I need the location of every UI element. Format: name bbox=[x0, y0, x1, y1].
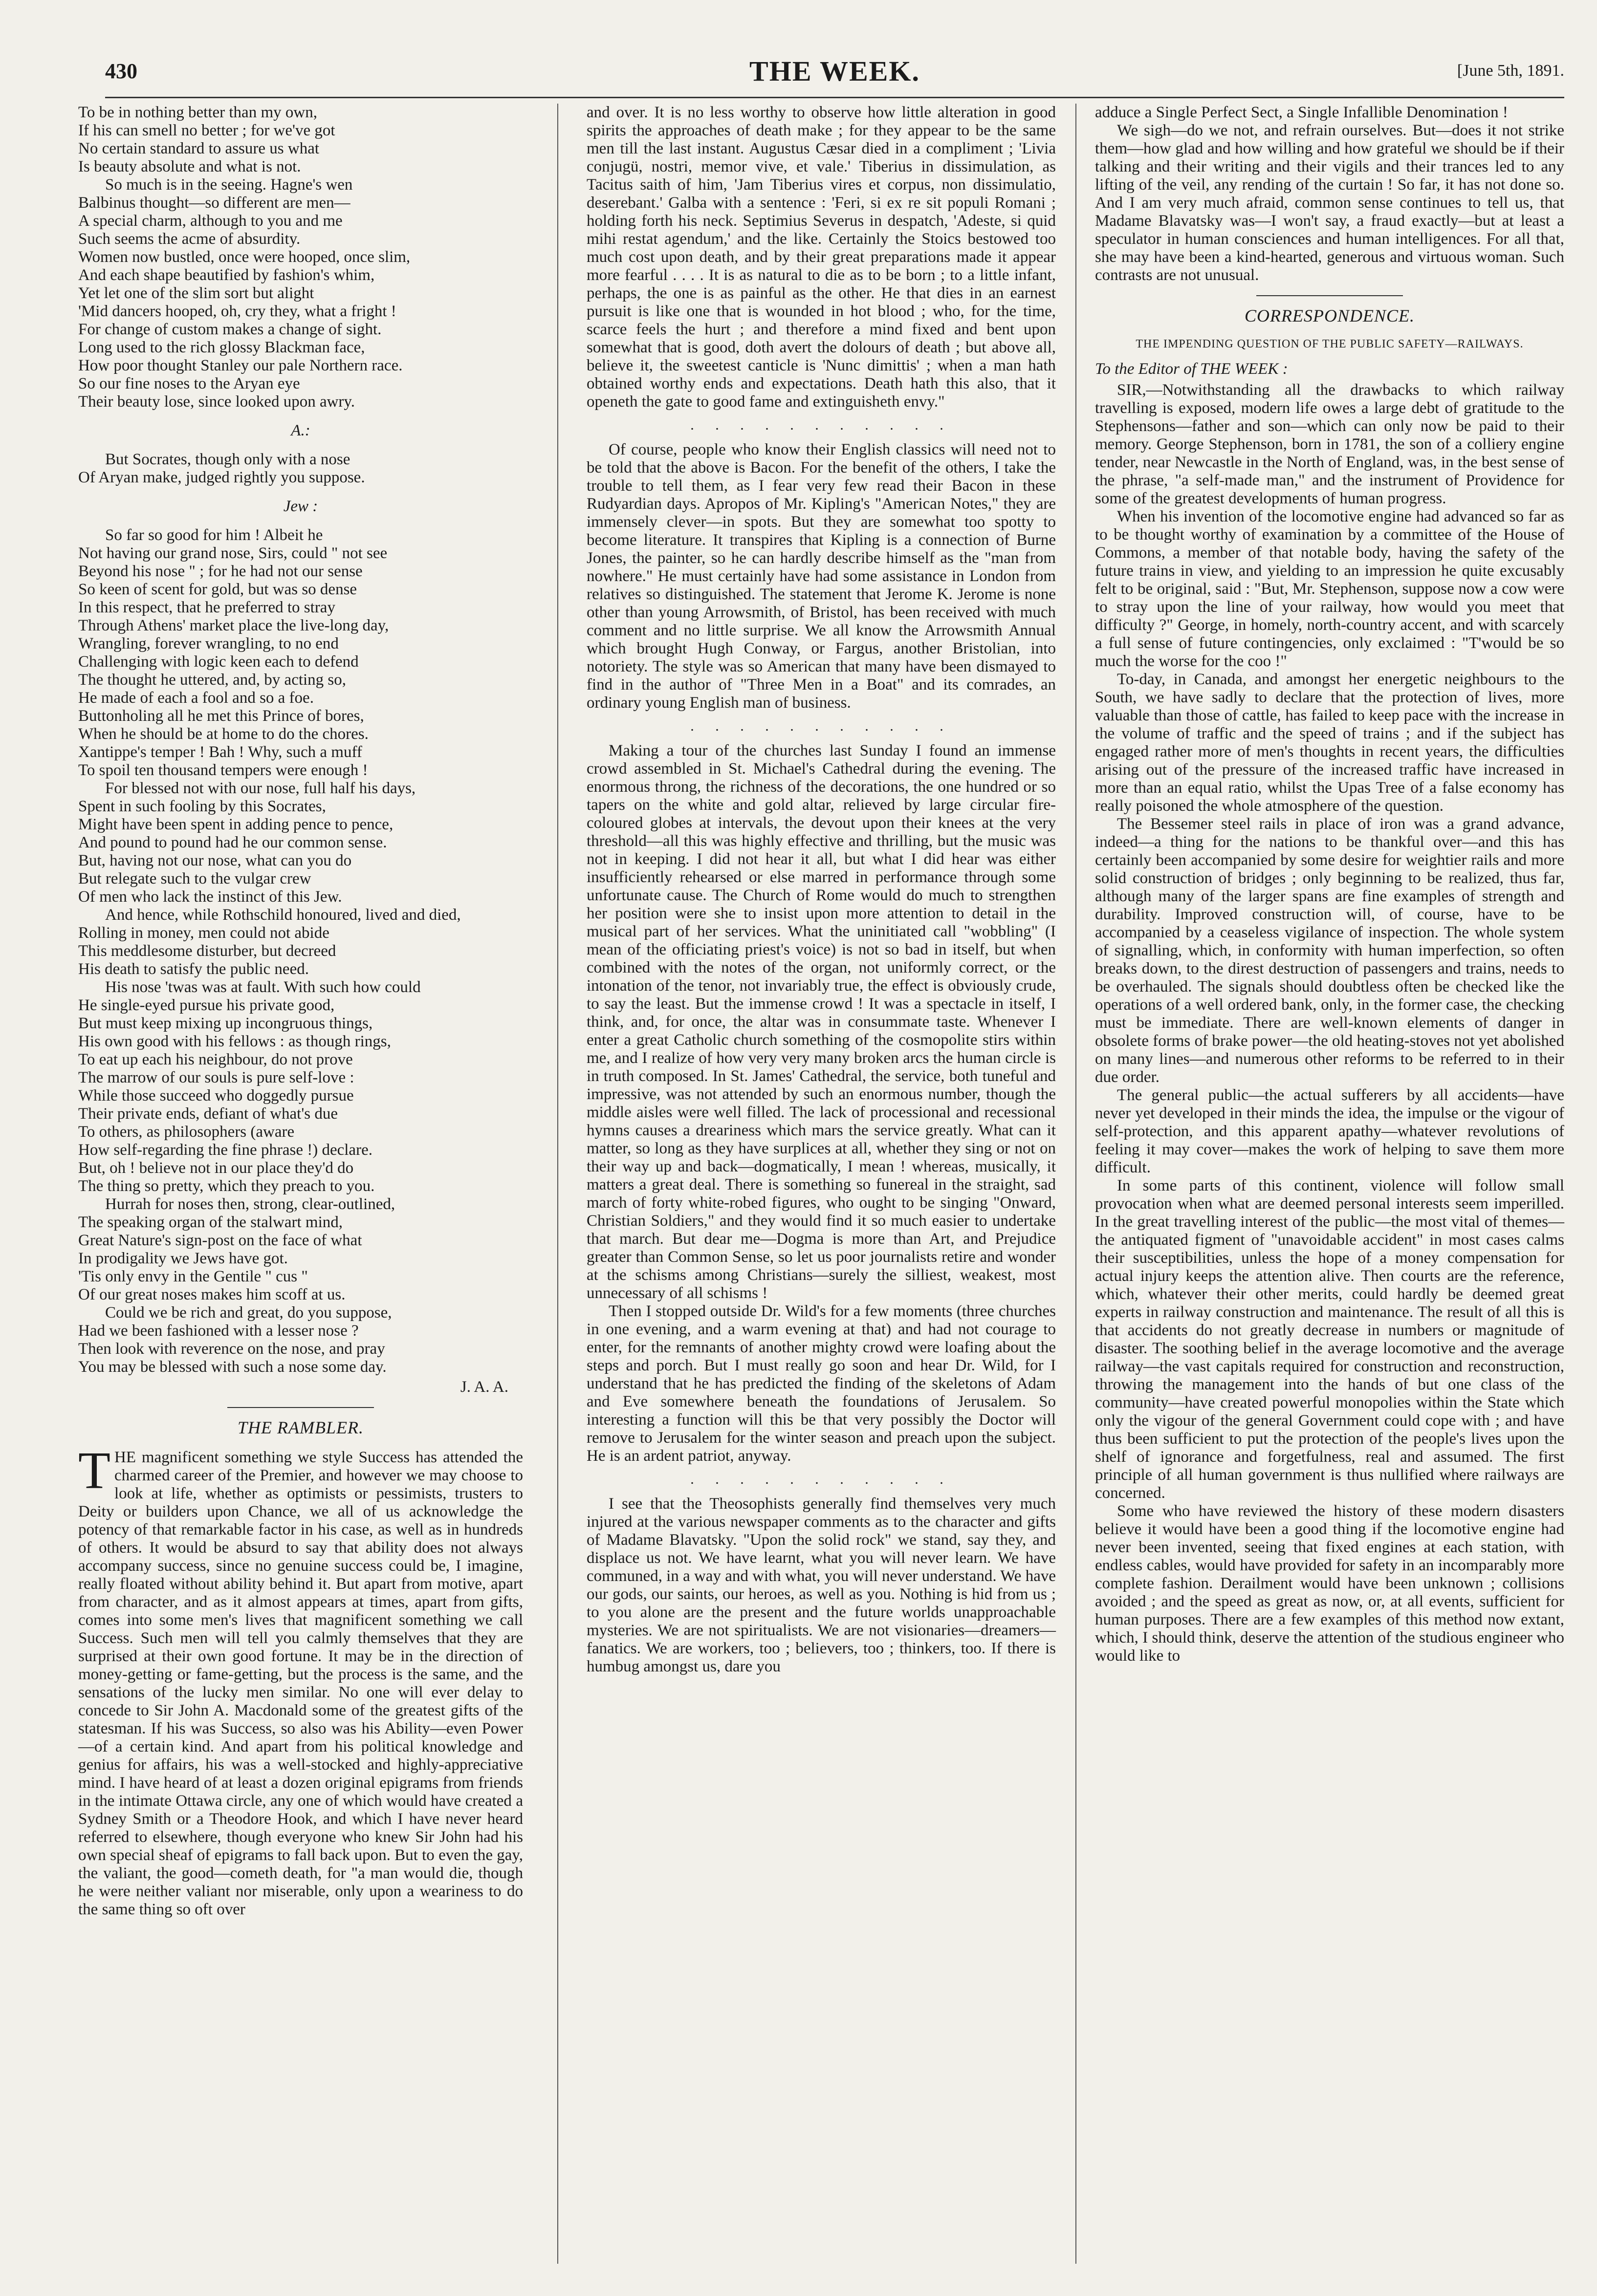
dot-separator: . . . . . . . . . . . bbox=[690, 417, 952, 433]
poem-line: Could we be rich and great, do you suppose, bbox=[105, 1304, 392, 1321]
poem-line: 'Mid dancers hooped, oh, cry they, what a fright ! bbox=[78, 303, 396, 320]
poem-line: Challenging with logic keen each to defend bbox=[78, 653, 359, 671]
poem-line: Beyond his nose " ; for he had not our sense bbox=[78, 563, 363, 580]
article-paragraph: Making a tour of the churches last Sunday I found an immense crowd assembled in St. Michael's Cathedral during the evening. The enormous throng, the richness of the decorations, the one hundred or so tapers on the white and gold altar, relieved by large circular fire-coloured globes at intervals, the devout upon their knees at the very threshold—all this was highly effective and thrilling, but the music was not in keeping. I did not hear it all, but what I did hear was either insufficiently rehearsed or else marred in performance through some unfortunate cause. The Church of Rome would do much to strengthen her position were she to insist upon more attention to detail in the musical part of her services. What the uninitiated call "wobbling" (I mean of the officiating priest's voice) is not so bad in itself, but when combined with the notes of the organ, not uniformly correct, or the intonation of the tenor, not invariably true, the effect is obviously crude, to say the least. But the immense crowd ! It was a spectacle in itself, I think, and, for once, the altar was in consummate taste. Whenever I enter a great Catholic church something of the cosmopolite stirs within me, and I realize of how very very many broken arcs the human circle is in truth composed. In St. James' Cathedral, the service, both tuneful and impressive, was not attended by such an enormous number, though the middle aisles were well filled. The lack of processional and recessional hymns causes a dreariness which mars the service greatly. What can it matter, so long as they have surplices at all, whether they sing or not on their way up and back—dogmatically, I mean ! whereas, musically, it matters a great deal. There is something so funereal in the straight, sad march of forty white-robed figures, who ought to be singing "Onward, Christian Soldiers," and they would find it so much easier to undertake that march. But dear me—Dogma is more than Art, and Prejudice greater than Common Sense, so let us poor journalists retire and wonder at the schisms among Christians—surely the silliest, weakest, most unnecessary of all schisms ! bbox=[587, 742, 1056, 1302]
poem-line: Rolling in money, men could not abide bbox=[78, 924, 329, 942]
poem-stanza bbox=[78, 526, 523, 1376]
poem-line: 'Tis only envy in the Gentile " cus " bbox=[78, 1268, 308, 1285]
poem-line: His own good with his fellows : as though rings, bbox=[78, 1033, 391, 1050]
poem-stanza bbox=[78, 451, 523, 487]
poem-line: Through Athens' market place the live-long day, bbox=[78, 617, 389, 634]
poem-line: But relegate such to the vulgar crew bbox=[78, 870, 311, 888]
drop-cap: T bbox=[78, 1442, 110, 1500]
dot-separator: . . . . . . . . . . . bbox=[690, 1471, 952, 1487]
dot-separator: . . . . . . . . . . . bbox=[690, 718, 952, 734]
poem-line: Xantippe's temper ! Bah ! Why, such a muff bbox=[78, 743, 362, 761]
poem-line: Great Nature's sign-post on the face of what bbox=[78, 1232, 362, 1249]
poem-line: Their beauty lose, since looked upon awry. bbox=[78, 393, 355, 411]
poem-line: And hence, while Rothschild honoured, lived and died, bbox=[105, 906, 461, 924]
poem-line: You may be blessed with such a nose some day. bbox=[78, 1358, 387, 1376]
poem-line: But, oh ! believe not in our place they'd do bbox=[78, 1159, 354, 1177]
letter-paragraph: Some who have reviewed the history of these modern disasters believe it would have been a good thing if the locomotive engine had never been invented, seeing that fixed engines at each station, with endless cables, would have provided for safety in an incomparably more complete fashion. Derailment would have been unknown ; collisions avoided ; and the speed as great as now, or, at all events, sufficient for human purposes. There are a few examples of this method now extant, which, I should think, deserve the attention of the studious engineer who would like to bbox=[1095, 1502, 1564, 1665]
section-heading-correspondence: CORRESPONDENCE. bbox=[1245, 306, 1415, 325]
poem-line: The marrow of our souls is pure self-love : bbox=[78, 1069, 354, 1086]
poem-line: Spent in such fooling by this Socrates, bbox=[78, 798, 326, 815]
poem-line: The speaking organ of the stalwart mind, bbox=[78, 1213, 343, 1231]
article-paragraph: and over. It is no less worthy to observe how little alteration in good spirits the approaches of death make ; for they appear to be the same men till the last instant. Augustus Cæsar died in a compliment ; 'Livia conjugü, nostri, memor vive, et vale.' Tiberius in dissimulation, as Tacitus saith of him, 'Jam Tiberius vires et corpus, non dissimulatio, deserebant.' Galba with a sentence : 'Feri, si ex re sit populi Romani ; holding forth his neck. Septimius Severus in despatch, 'Adeste, si quid mihi restat agendum,' and the like. Certainly the Stoics bestowed too much cost upon death, and by their great preparations made it appear more fearful . . . . It is as natural to die as to be born ; to a little infant, perhaps, the one is as painful as the other. He that dies in an earnest pursuit is like one that is wounded in hot blood ; who, for the time, scarce feels the hurt ; and therefore a mind fixed and bent upon somewhat that is good, doth avert the dolours of death ; but above all, believe it, the sweetest canticle is 'Nunc dimittis' ; when a man hath obtained worthy ends and expectations. Death hath this also, that it openeth the gate to good fame and extinguisheth envy." bbox=[587, 104, 1056, 411]
poem-line: But must keep mixing up incongruous things, bbox=[78, 1015, 373, 1032]
poem-line: So far so good for him ! Albeit he bbox=[105, 526, 323, 544]
poem-line: When he should be at home to do the chores. bbox=[78, 725, 369, 743]
poem-line: Their private ends, defiant of what's due bbox=[78, 1105, 338, 1123]
poem-line: Buttonholing all he met this Prince of bores, bbox=[78, 707, 364, 725]
poem-line: Hurrah for noses then, strong, clear-outlined, bbox=[105, 1195, 395, 1213]
article-paragraph: We sigh—do we not, and refrain ourselves. But—does it not strike them—how glad and how willing and how grateful we should be if their talking and their writing and their vigils and their trances led to any lifting of the veil, any rending of the curtain ! So far, it has not done so. And I am very much afraid, common sense continues to tell us, that Madame Blavatsky was—I won't say, a fraud exactly—but at least a speculator in human consciences and human intelligences. For all that, she may have been a kind-hearted, generous and virtuous woman. Such contrasts are not unusual. bbox=[1095, 122, 1564, 284]
publication-title: THE WEEK. bbox=[749, 55, 920, 87]
signature: J. A. A. bbox=[460, 1378, 508, 1396]
letter-paragraph: The Bessemer steel rails in place of iron was a grand advance, indeed—a thing for the nations to be thankful over—and this has certainly been accompanied by some desire for weightier rails and more solid construction of bridges ; only beginning to be realized, thus far, although many of the larger spans are fine examples of strength and durability. Improved construction will, of course, have to be accompanied by a ceaseless vigilance of inspection. The whole system of signalling, which, in conformity with human imperfection, so often breaks down, to the direst destruction of passengers and trains, needs to be overhauled. The signals should doubtless often be checked like the operations of a well ordered bank, only, in the former case, the checking must be immediate. There are well-known elements of danger in obsolete forms of brake power—the old heating-stoves not yet abolished on many lines—and numerous other reforms to be referred to in their due order. bbox=[1095, 815, 1564, 1086]
poem-stanza bbox=[78, 104, 523, 411]
poem-line: Long used to the rich glossy Blackman face, bbox=[78, 339, 365, 356]
poem-line: For blessed not with our nose, full half his days, bbox=[105, 780, 416, 797]
poem-line: Had we been fashioned with a lesser nose ? bbox=[78, 1322, 359, 1340]
poem-line: No certain standard to assure us what bbox=[78, 140, 320, 157]
poem-line: The thought he uttered, and, by acting so, bbox=[78, 671, 347, 689]
poem-line: Is beauty absolute and what is not. bbox=[78, 158, 301, 175]
poem-line: And pound to pound had he our common sense. bbox=[78, 834, 387, 851]
poem-line: To others, as philosophers (aware bbox=[78, 1123, 295, 1141]
poem-line: Not having our grand nose, Sirs, could " not see bbox=[78, 544, 388, 562]
poem-line: His death to satisfy the public need. bbox=[78, 960, 309, 978]
poem-line: But Socrates, though only with a nose bbox=[105, 451, 350, 468]
column-3 bbox=[1095, 104, 1564, 1665]
article-paragraph: I see that the Theosophists generally find themselves very much injured at the various newspaper comments as to the character and gifts of Madame Blavatsky. "Upon the solid rock" we stand, say they, and displace us not. We have learnt, what you will never learn. We have communed, in a way and with what, you will never understand. We have our gods, our saints, our heroes, as well as you. Nothing is hid from us ; to you alone are the present and the future worlds unapproachable mysteries. We are not spiritualists. We are not visionaries—dreamers—fanatics. We are workers, too ; believers, too ; thinkers, too. If there is humbug amongst us, dare you bbox=[587, 1495, 1056, 1675]
poem-line: Then look with reverence on the nose, and pray bbox=[78, 1340, 385, 1358]
poem-line: He single-eyed pursue his private good, bbox=[78, 996, 335, 1014]
poem-line: Such seems the acme of absurdity. bbox=[78, 230, 301, 248]
poem-line: How poor thought Stanley our pale Northern race. bbox=[78, 357, 403, 374]
letter-paragraph: When his invention of the locomotive engine had advanced so far as to be thought worthy of examination by a committee of the House of Commons, a member of that notable body, having the safety of the future trains in view, and yielding to an impression he quite excusably felt to be original, said : "But, Mr. Stephenson, suppose now a cow were to stray upon the line of your railway, how would you meet that difficulty ?" George, in homely, north-country accent, and with scarcely a full sense of future contingencies, only exclaimed : "T'would be so much the worse for the coo !" bbox=[1095, 508, 1564, 670]
paragraph-text: HE magnificent something we style Success has attended the charmed career of the Premier, and however we may choose to look at life, whether as optimists or pessimists, trusters to Deity or builders upon Chance, we all of us acknowledge the potency of that remarkable factor in his case, as well as in hundreds of others. It would be absurd to say that ability does not always accompany success, since no genuine success could be, I imagine, really floated without ability behind it. But apart from motive, apart from character, and as it almost appears at times, apart from gifts, comes into some men's lives that magnificent something we call Success. Such men will tell you calmly themselves that they are surprised at their own good fortune. It may be in the direction of money-getting or fame-getting, but the process is the same, and the sensations of the lucky men similar. No one will ever delay to concede to Sir John A. Macdonald some of the greatest gifts of the statesman. If his was Success, so also was his Ability—even Power—of a certain kind. And apart from his political knowledge and genius for affairs, his was a well-stocked and highly-appreciative mind. I have heard of at least a dozen original epigrams from friends in the intimate Ottawa circle, any one of which would have created a Sydney Smith or a Theodore Hook, and which I have never heard referred to elsewhere, though everyone who knew Sir John had his own special sheaf of epigrams to fall back upon. But to even the gay, the valiant, the good—cometh death, for "a man would die, though he were neither valiant nor miserable, only upon a weariness to do the same thing so oft over bbox=[78, 1449, 523, 1918]
section-rule bbox=[227, 1407, 374, 1408]
poem-line: To eat up each his neighbour, do not prove bbox=[78, 1051, 353, 1068]
poem-line: To spoil ten thousand tempers were enough ! bbox=[78, 761, 368, 779]
issue-date: [June 5th, 1891. bbox=[1457, 62, 1564, 80]
poem-line: How self-regarding the fine phrase !) declare. bbox=[78, 1141, 372, 1159]
poem-line: In this respect, that he preferred to stray bbox=[78, 599, 335, 616]
poem-line: He made of each a fool and so a foe. bbox=[78, 689, 314, 707]
poem-line: His nose 'twas was at fault. With such how could bbox=[105, 978, 421, 996]
poem-line: This meddlesome disturber, but decreed bbox=[78, 942, 336, 960]
column-divider bbox=[1075, 104, 1076, 2264]
article-paragraph: Then I stopped outside Dr. Wild's for a few moments (three churches in one evening, and a warm evening at that) and had not courage to enter, for the remnants of another mighty crowd were loafing about the steps and porch. But I must really go soon and hear Dr. Wild, for I understand that he has predicted the finding of the skeletons of Adam and Eve somewhere beneath the foundations of Jerusalem. So interesting a function will this be that very possibly the Doctor will remove to Jerusalem for the winter season and preach upon the subject. He is an ardent patriot, anyway. bbox=[587, 1302, 1056, 1465]
speaker-label: Jew : bbox=[283, 498, 318, 515]
letter-title: THE IMPENDING QUESTION OF THE PUBLIC SAFETY—RAILWAYS. bbox=[1136, 338, 1524, 350]
section-heading-rambler: THE RAMBLER. bbox=[238, 1418, 364, 1437]
poem-line: While those succeed who doggedly pursue bbox=[78, 1087, 354, 1105]
column-1 bbox=[78, 104, 523, 1919]
section-rule bbox=[1256, 295, 1403, 296]
poem-line: For change of custom makes a change of sight. bbox=[78, 321, 382, 338]
column-divider bbox=[557, 104, 558, 2264]
column-2 bbox=[587, 104, 1056, 1676]
poem-line: So much is in the seeing. Hagne's wen bbox=[105, 176, 353, 194]
letter-salutation: To the Editor of THE WEEK : bbox=[1095, 360, 1288, 378]
poem-line: To be in nothing better than my own, bbox=[78, 104, 317, 121]
poem-line: If his can smell no better ; for we've got bbox=[78, 122, 335, 139]
poem-line: So our fine noses to the Aryan eye bbox=[78, 375, 300, 392]
speaker-label: A.: bbox=[291, 422, 310, 439]
poem-line: So keen of scent for gold, but was so dense bbox=[78, 581, 357, 598]
letter-paragraph: In some parts of this continent, violence will follow small provocation when what are deemed personal interests seem imperilled. In the great travelling interest of the public—the most vital of themes—the antiquated figment of "unavoidable accident" in most cases calms their susceptibilities, unless the hope of a money compensation for actual injury keeps the attention alive. Then courts are the reference, which, whatever their other merits, could hardly be deemed great experts in railway construction and maintenance. The result of all this is that accidents do not greatly decrease in numbers or magnitude of disaster. The soothing belief in the average locomotive and the average railway—the vast capitals required for construction and reconstruction, throwing the management into the hands of but one class of the community—have created powerful monopolies within the State which only the vigour of the general Government could cope with ; and have thus been sufficient to put the protection of the people's lives upon the shelf of ignorance and forgetfulness, real and assumed. The first principle of all human government is thus nullified where railways are concerned. bbox=[1095, 1177, 1564, 1502]
page-number: 430 bbox=[105, 59, 137, 83]
article-paragraph: Of course, people who know their English classics will need not to be told that the above is Bacon. For the benefit of the others, I take the trouble to tell them, as I fear very few read their Bacon in these Rudyardian days. Apropos of Mr. Kipling's "American Notes," they are immensely clever—in spots. But they are somewhat too spotty to become literature. It transpires that Kipling is a connection of Burne Jones, the painter, so he can hardly describe himself as the "man from nowhere." He must certainly have had some assistance in London from relatives so distinguished. The statement that Jerome K. Jerome is none other than young Arrowsmith, of Bristol, has been received with much comment and no little surprise. We all know the Arrowsmith Annual which brought Hugh Conway, or Fargus, another Bristolian, into notoriety. The style was so American that many have been dismayed to find in the author of "Three Men in a Boat" and its comrades, an ordinary young English man of business. bbox=[587, 441, 1056, 712]
poem-line: Wrangling, forever wrangling, to no end bbox=[78, 635, 339, 652]
letter-paragraph: The general public—the actual sufferers by all accidents—have never yet developed in their minds the idea, the impulse or the vigour of self-protection, and this apparent apathy—whatever revolutions of feeling it may cover—makes the work of helping to save them more difficult. bbox=[1095, 1086, 1564, 1176]
poem-line: Yet let one of the slim sort but alight bbox=[78, 284, 314, 302]
poem-line: Women now bustled, once were hooped, once slim, bbox=[78, 248, 411, 266]
poem-line: But, having not our nose, what can you do bbox=[78, 852, 352, 869]
poem-line: Might have been spent in adding pence to pence, bbox=[78, 816, 394, 833]
poem-line: The thing so pretty, which they preach to you. bbox=[78, 1177, 375, 1195]
poem-line: Of Aryan make, judged rightly you suppose. bbox=[78, 469, 365, 486]
header-rule bbox=[105, 97, 1564, 98]
article-paragraph: adduce a Single Perfect Sect, a Single Infallible Denomination ! bbox=[1095, 104, 1508, 121]
poem-line: Balbinus thought—so different are men— bbox=[78, 194, 350, 212]
poem-line: Of men who lack the instinct of this Jew. bbox=[78, 888, 342, 906]
poem-line: A special charm, although to you and me bbox=[78, 212, 343, 230]
letter-paragraph: SIR,—Notwithstanding all the drawbacks to which railway travelling is exposed, modern life owes a large debt of gratitude to the Stephensons—father and son—which can only now be paid to their memory. George Stephenson, born in 1781, the son of a colliery engine tender, near Newcastle in the North of England, was, in the best sense of the phrase, "a self-made man," and the instrument of Providence for some of the greatest developments of human progress. bbox=[1095, 381, 1564, 507]
poem-line: Of our great noses makes him scoff at us. bbox=[78, 1286, 346, 1303]
letter-paragraph: To-day, in Canada, and amongst her energetic neighbours to the South, we have sadly to declare that the protection of lives, more valuable than those of cattle, has failed to keep pace with the increase in the volume of traffic and the speed of trains ; and if the subject has engaged rather more of men's thoughts in recent years, the difficulties arising out of the pressure of the increased traffic have increased in more than an equal ratio, whilst the Upas Tree of a false economy has really poisoned the whole atmosphere of the question. bbox=[1095, 671, 1564, 815]
poem-line: And each shape beautified by fashion's whim, bbox=[78, 266, 375, 284]
page-header bbox=[105, 55, 1564, 98]
article-paragraph bbox=[78, 1442, 523, 1919]
poem-line: In prodigality we Jews have got. bbox=[78, 1250, 288, 1267]
